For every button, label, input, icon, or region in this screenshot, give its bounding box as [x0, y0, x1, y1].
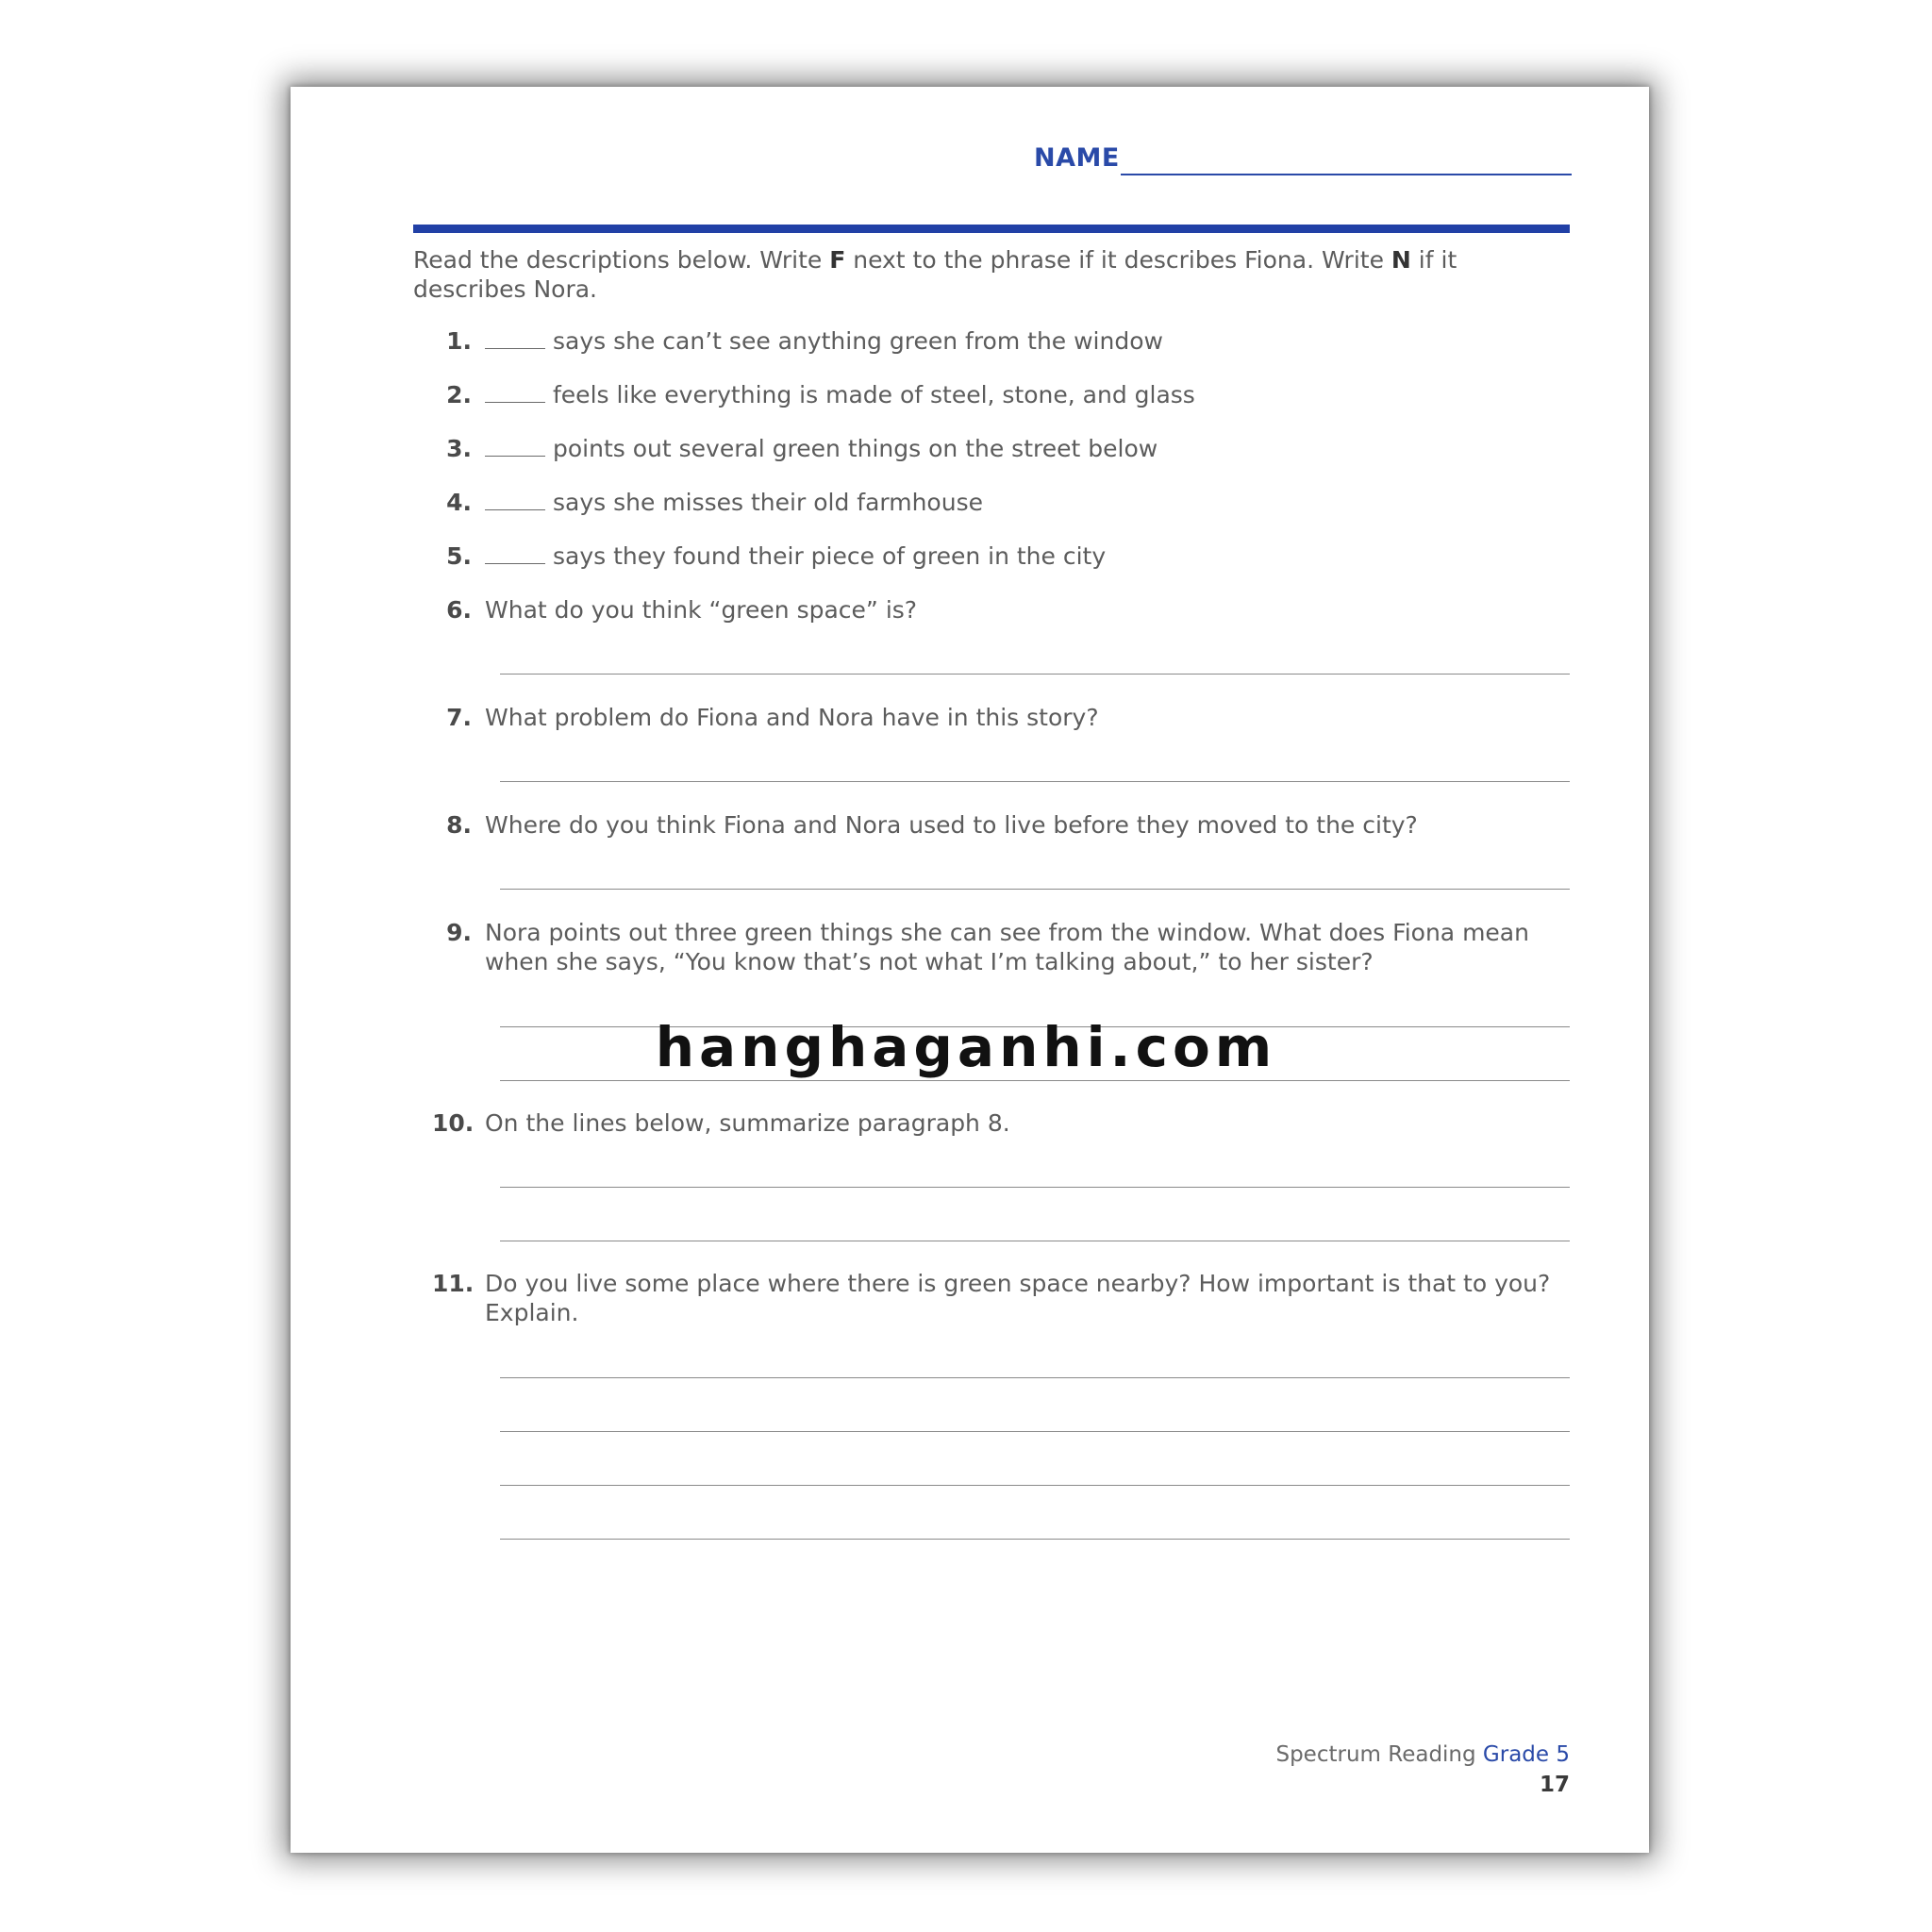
answer-blank[interactable]	[485, 544, 545, 564]
question-number: 11.	[432, 1270, 475, 1297]
question-text: Do you live some place where there is green space nearby? How important is that to you? Explain.	[485, 1270, 1551, 1326]
instructions-n: N	[1391, 246, 1411, 274]
question-text: says she can’t see anything green from the window	[553, 327, 1163, 355]
answer-line[interactable]	[500, 1187, 1570, 1188]
question-number: 1.	[446, 327, 472, 355]
watermark: hanghaganhi.com	[655, 1015, 1277, 1079]
question-text: says they found their piece of green in the city	[553, 542, 1107, 570]
series-name: Spectrum Reading	[1275, 1742, 1483, 1767]
question-number: 9.	[446, 919, 472, 946]
footer-series	[1275, 1740, 1570, 1770]
question-number: 2.	[446, 381, 472, 408]
question-number: 3.	[446, 435, 472, 462]
instructions-text-2: next to the phrase if it describes Fiona. Write	[845, 246, 1391, 274]
page-number: 17	[1539, 1773, 1570, 1797]
answer-blank[interactable]	[485, 329, 545, 349]
answer-line[interactable]	[500, 889, 1570, 890]
question-text: What problem do Fiona and Nora have in this story?	[485, 704, 1099, 731]
name-line[interactable]	[1121, 174, 1572, 175]
question-text: What do you think “green space” is?	[485, 596, 918, 624]
name-label: NAME	[1034, 143, 1120, 173]
question-text: On the lines below, summarize paragraph 8.	[485, 1109, 1010, 1137]
instructions-f: F	[829, 246, 846, 274]
question-text: points out several green things on the street below	[553, 435, 1158, 462]
question-text: Nora points out three green things she can see from the window. What does Fiona mean when she says, “You know that’s not what I’m talking about,” to her sister?	[485, 919, 1529, 975]
answer-line[interactable]	[500, 1539, 1570, 1540]
question-text: feels like everything is made of steel, stone, and glass	[553, 381, 1195, 408]
grade-label: Grade 5	[1482, 1742, 1570, 1767]
question-text: says she misses their old farmhouse	[553, 489, 983, 516]
instructions	[413, 245, 1574, 304]
worksheet-page	[291, 87, 1649, 1853]
question-text: Where do you think Fiona and Nora used to live before they moved to the city?	[485, 811, 1418, 839]
page-footer	[1275, 1740, 1570, 1800]
question-number: 7.	[446, 704, 472, 731]
question-number: 8.	[446, 811, 472, 839]
answer-blank[interactable]	[485, 437, 545, 457]
question-number: 5.	[446, 542, 472, 570]
answer-line[interactable]	[500, 1080, 1570, 1081]
answer-line[interactable]	[500, 781, 1570, 782]
question-number: 6.	[446, 596, 472, 624]
answer-line[interactable]	[500, 1377, 1570, 1378]
instructions-text-1: Read the descriptions below. Write	[413, 246, 830, 274]
answer-blank[interactable]	[485, 383, 545, 403]
header-rule	[413, 225, 1570, 233]
answer-blank[interactable]	[485, 491, 545, 510]
name-field[interactable]	[1034, 143, 1572, 181]
answer-line[interactable]	[500, 1485, 1570, 1486]
question-number: 10.	[432, 1109, 475, 1137]
instructions-text-3: if it describes Nora.	[413, 246, 1457, 303]
question-number: 4.	[446, 489, 472, 516]
answer-line[interactable]	[500, 674, 1570, 675]
answer-line[interactable]	[500, 1431, 1570, 1432]
